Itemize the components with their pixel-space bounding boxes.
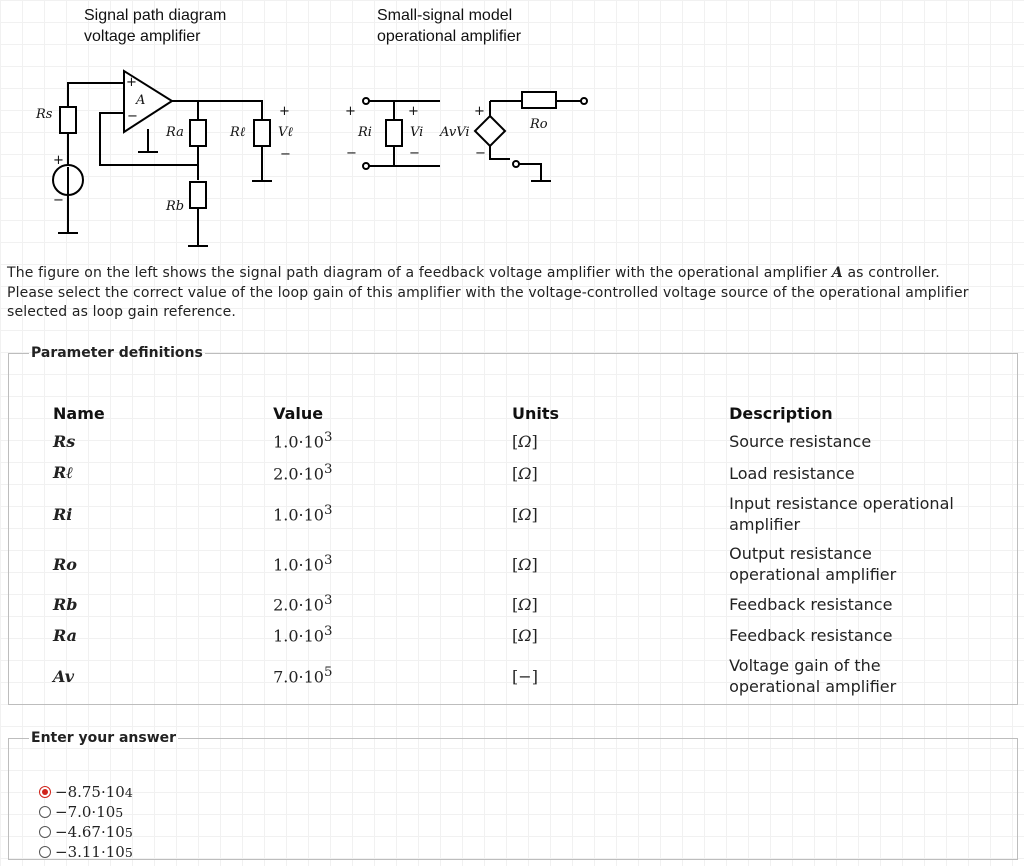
- left-figure-title: [84, 5, 226, 47]
- problem-line: Please select the correct value of the loop gain of this amplifier with the voltage-controlled voltage source of the operational amplifier: [7, 284, 969, 301]
- answer-options: [39, 782, 133, 862]
- right-figure-title: [377, 5, 521, 47]
- table-row: [53, 589, 1017, 619]
- svg-text:−: −: [409, 146, 420, 161]
- unit-symbol: Ω: [518, 463, 532, 483]
- label-Ra: Ra: [166, 125, 184, 140]
- problem-description: [7, 264, 1024, 323]
- header-units: Units: [512, 403, 560, 423]
- parameter-value: [273, 539, 512, 589]
- answer-option-exponent: 5: [124, 824, 133, 840]
- parameter-description: [729, 539, 1017, 589]
- label-Rs: Rs: [36, 107, 53, 122]
- answer-option[interactable]: [39, 842, 133, 862]
- unit-symbol: Ω: [518, 504, 532, 524]
- parameter-unit: [Ω]: [512, 554, 538, 574]
- right-figure-title-line: operational amplifier: [377, 28, 522, 45]
- table-row: [53, 489, 1017, 539]
- table-row: [53, 539, 1017, 589]
- label-Ri: Ri: [358, 125, 372, 140]
- radio-unselected-icon[interactable]: [39, 846, 51, 858]
- label-Vi: Vi: [410, 125, 424, 140]
- opamp-small-signal-model: [345, 92, 587, 181]
- parameter-table: [53, 401, 1017, 701]
- terminal-node: [363, 98, 369, 104]
- header-name: Name: [53, 403, 105, 423]
- parameter-description: [729, 651, 1017, 701]
- parameter-rows: [53, 425, 1017, 701]
- svg-text:−: −: [53, 193, 64, 208]
- svg-text:+: +: [53, 153, 64, 168]
- description-line: operational amplifier: [729, 565, 897, 584]
- table-row: [53, 457, 1017, 489]
- description-line: Feedback resistance: [729, 625, 893, 645]
- value-exponent: 3: [323, 462, 333, 478]
- signal-path-diagram: [35, 71, 293, 246]
- terminal-node: [363, 163, 369, 169]
- value-exponent: 3: [323, 553, 333, 569]
- parameter-unit: [Ω]: [512, 625, 538, 645]
- resistor-Ro: [522, 92, 556, 108]
- svg-text:−: −: [475, 146, 486, 161]
- description-line: amplifier: [729, 515, 801, 534]
- left-figure-title-line: voltage amplifier: [84, 28, 201, 45]
- description-line: Voltage gain of the: [729, 656, 881, 675]
- parameter-value: [273, 457, 512, 489]
- value-exponent: 3: [323, 503, 333, 519]
- problem-text: The figure on the left shows the signal path diagram of a feedback voltage amplifier with the operational amplifier: [7, 265, 832, 281]
- svg-text:+: +: [408, 104, 419, 119]
- unit-symbol: −: [518, 666, 532, 686]
- problem-line: [7, 264, 1024, 284]
- terminal-node: [513, 161, 519, 167]
- value-exponent: 3: [323, 593, 333, 609]
- description-line: Load resistance: [729, 463, 855, 483]
- radio-unselected-icon[interactable]: [39, 826, 51, 838]
- parameter-name: Ri: [53, 504, 73, 524]
- label-AvVi: AvVi: [440, 125, 470, 140]
- answer-option-mantissa: −7.0·10: [55, 803, 116, 821]
- terminal-node: [581, 98, 587, 104]
- svg-text:−: −: [346, 146, 357, 161]
- value-mantissa: 1.0·10: [273, 505, 324, 525]
- circuit-figures: [0, 60, 620, 255]
- parameter-value: [273, 489, 512, 539]
- unit-symbol: Ω: [518, 554, 532, 574]
- radio-unselected-icon[interactable]: [39, 806, 51, 818]
- resistor-Rs: [60, 107, 76, 133]
- answer-option-exponent: 5: [124, 844, 133, 860]
- parameter-description: [729, 457, 1017, 489]
- problem-line: selected as loop gain reference.: [7, 304, 237, 320]
- parameter-description: [729, 489, 1017, 539]
- table-row: [53, 651, 1017, 701]
- parameter-name: Ra: [53, 625, 78, 645]
- label-Ro: Ro: [530, 117, 548, 132]
- header-description: Description: [729, 403, 833, 423]
- parameter-unit: [Ω]: [512, 504, 538, 524]
- answer-option-mantissa: −4.67·10: [55, 823, 125, 841]
- value-exponent: 5: [323, 665, 333, 681]
- answer-option-mantissa: −3.11·10: [55, 843, 125, 861]
- value-mantissa: 1.0·10: [273, 555, 324, 575]
- value-mantissa: 7.0·10: [273, 667, 324, 687]
- label-A: A: [136, 93, 146, 108]
- unit-symbol: Ω: [518, 431, 532, 451]
- parameter-description: [729, 619, 1017, 651]
- problem-text: as controller.: [842, 265, 940, 281]
- parameter-name: Rb: [53, 594, 78, 614]
- description-line: operational amplifier: [729, 677, 897, 696]
- svg-text:+: +: [279, 104, 290, 119]
- description-line: Feedback resistance: [729, 594, 893, 614]
- parameter-unit: [Ω]: [512, 594, 538, 614]
- parameter-name: Rℓ: [53, 463, 74, 482]
- parameter-value: [273, 619, 512, 651]
- resistor-Ra: [190, 120, 206, 146]
- parameter-unit: [Ω]: [512, 431, 538, 451]
- radio-selected-icon[interactable]: [39, 786, 51, 798]
- value-exponent: 3: [323, 624, 333, 640]
- answer-legend: Enter your answer: [31, 730, 177, 746]
- answer-option[interactable]: [39, 822, 133, 842]
- unit-symbol: Ω: [518, 594, 532, 614]
- parameter-value: [273, 589, 512, 619]
- table-row: [53, 619, 1017, 651]
- svg-text:+: +: [474, 104, 485, 119]
- parameter-unit: [−]: [512, 666, 538, 686]
- header-value: Value: [273, 403, 324, 423]
- value-mantissa: 2.0·10: [273, 595, 324, 615]
- svg-text:+: +: [345, 104, 356, 119]
- answer-option-mantissa: −8.75·10: [55, 783, 125, 801]
- parameter-name: Rs: [53, 431, 76, 451]
- value-mantissa: 1.0·10: [273, 626, 324, 646]
- svg-text:+: +: [126, 75, 137, 90]
- parameter-value: [273, 651, 512, 701]
- unit-symbol: Ω: [518, 625, 532, 645]
- value-exponent: 3: [323, 430, 333, 446]
- svg-text:−: −: [127, 109, 138, 124]
- parameter-unit: [Ω]: [512, 463, 538, 483]
- right-figure-title-line: Small-signal model: [377, 7, 513, 24]
- parameter-definitions: [8, 345, 1018, 705]
- description-line: Source resistance: [729, 431, 872, 451]
- parameter-value: [273, 425, 512, 457]
- resistor-Rb: [190, 182, 206, 208]
- resistor-Ri: [386, 120, 402, 146]
- resistor-Rl: [254, 120, 270, 146]
- answer-option[interactable]: [39, 782, 133, 802]
- value-mantissa: 2.0·10: [273, 464, 324, 484]
- label-Rb: Rb: [166, 199, 185, 214]
- answer-option-exponent: 4: [124, 784, 133, 800]
- parameter-description: [729, 589, 1017, 619]
- parameter-description: [729, 425, 1017, 457]
- left-figure-title-line: Signal path diagram: [84, 7, 227, 24]
- answer-option-exponent: 5: [115, 804, 124, 820]
- parameter-name: Ro: [53, 554, 77, 574]
- problem-variable: A: [831, 265, 843, 281]
- vcvs-diamond: [475, 116, 505, 146]
- label-Rl: Rℓ: [230, 125, 246, 140]
- value-mantissa: 1.0·10: [273, 432, 324, 452]
- parameter-table-header: [53, 401, 1017, 425]
- svg-text:−: −: [280, 147, 291, 162]
- parameter-definitions-legend: Parameter definitions: [31, 345, 203, 361]
- description-line: Output resistance: [729, 544, 872, 563]
- table-row: [53, 425, 1017, 457]
- description-line: Input resistance operational: [729, 494, 954, 513]
- answer-section: [8, 730, 1018, 860]
- label-Vl: Vℓ: [278, 125, 293, 140]
- parameter-name: Av: [53, 666, 75, 686]
- answer-option[interactable]: [39, 802, 133, 822]
